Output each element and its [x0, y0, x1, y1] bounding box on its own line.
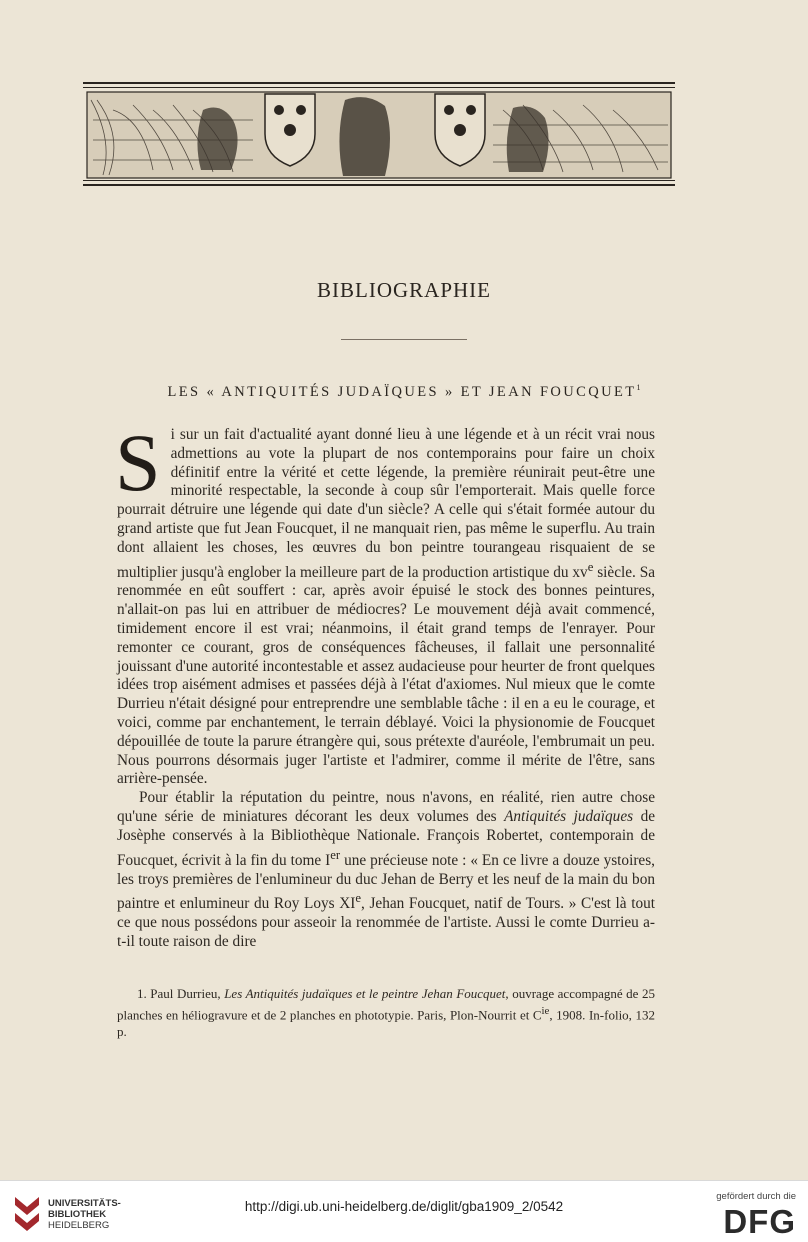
paragraph-2	[117, 789, 655, 952]
paragraph-2-text-b: de Josèphe conservés à la Bibliothèque Nationale. François Robertet, contemporain de Foucquet, écrivit à la fin du tome I	[117, 808, 656, 869]
paragraph-2-text-a: Pour établir la réputation du peintre, nous n'avons, en réalité, rien autre chose qu'une série de miniatures décorant les deux volumes des	[117, 789, 655, 826]
paragraph-1-rest: siècle. Sa renommée en eût souffert : car, après avoir épuisé le stock des bonnes peintures, n'allait-on pas lui en attribuer de médiocres? Le mouvement déjà avait commencé, timidement encore il est vrai; néanmoins, il était grand temps de l'enrayer. Pour remonter ce courant, gros de conséquences fâcheuses, il fallait une personnalité jouissant d'une autorité incontestable et assez audacieuse pour heurter de front quelques idées trop aisément admises et passées déjà à l'état d'axiomes. Nul mieux que le comte Durrieu n'était désigné pour entreprendre une semblable tâche : il en a eu le courage, et voici, comme par enchantement, le terrain déblayé. Voici la physionomie de Foucquet dépouillée de toute la parure étrangère qui, sous prétexte d'auréole, l'embrumait un peu. Nous pourrons désormais juger l'artiste et l'admirer, comme il mérite de l'être, sans arrière-pensée.	[117, 563, 655, 788]
library-name-line-2: BIBLIOTHEK	[48, 1209, 107, 1220]
footer-divider	[0, 1180, 808, 1181]
dfg-logo[interactable]: DFG	[723, 1203, 796, 1240]
library-name-line-3: HEIDELBERG	[48, 1220, 110, 1231]
permalink-url[interactable]: http://digi.ub.uni-heidelberg.de/diglit/gba1909_2/0542	[244, 1199, 564, 1214]
page-title: BIBLIOGRAPHIE	[317, 278, 491, 302]
footnote-superscript: ie	[541, 1004, 550, 1017]
article-title-footnote-marker: 1	[636, 383, 641, 392]
tome-superscript: er	[330, 847, 341, 862]
article-body	[115, 417, 656, 952]
library-name-line-1: UNIVERSITÄTS-	[48, 1198, 121, 1209]
drop-cap: S	[115, 417, 161, 508]
paragraph-2-text-c: une précieuse note : « En ce livre a douze ystoires, les troys premières de l'enlumineur du duc Jehan de Berry et les neuf de la main du bon paintre et enlumineur du Roy Loys XI	[117, 851, 655, 913]
article-title-text: LES « ANTIQUITÉS JUDAÏQUES » ET JEAN FOUCQUET	[167, 384, 637, 400]
decorative-header-engraving	[83, 80, 675, 190]
article-title	[0, 383, 808, 401]
roman-numeral-superscript: e	[355, 891, 362, 906]
footnote-details-end: , 1908. In-folio, 132 p.	[117, 1006, 655, 1039]
paragraph-1-text: i sur un fait d'actualité ayant donné lieu à une légende et à un récit vrai nous admettions au vote la plupart de nos contemporains pour faire un choix définitif entre la vérité et cette légende, la première réunirait peut-être une minorité respectable, la seconde à coup sûr l'emporterait. Mais quelle force pourrait détruire une légende qui date d'un siècle? A celle qui s'était formée autour du grand artiste que fut Jean Foucquet, il ne manquait rien, pas même le superflu. Au train dont allaient les choses, les œuvres du bon peintre tourangeau risquaient de se multiplier jusqu'à englober la meilleure part de la production artistique du xv	[117, 426, 655, 581]
footnote-author: Paul Durrieu,	[146, 986, 225, 1001]
footnote-number: 1.	[137, 986, 147, 1001]
paragraph-2-italic-title: Antiquités judaïques	[504, 808, 634, 826]
paragraph-2-text-d: , Jehan Foucquet, natif de Tours. » C'est là tout ce que nous possédons pour asseoir la renommée de l'artiste. Aussi le comte Durrieu a-t-il toute raison de dire	[117, 895, 655, 950]
footnote	[117, 986, 655, 1040]
footnote-work-title: Les Antiquités judaïques et le peintre Jehan Foucquet	[224, 986, 506, 1001]
footnote-details: , ouvrage accompagné de 25 planches en héliogravure et de 2 planches en phototypie. Paris, Plon-Nourrit et C	[117, 986, 655, 1022]
century-superscript: e	[587, 559, 594, 574]
funding-label: gefördert durch die	[716, 1191, 796, 1202]
title-divider	[341, 339, 467, 340]
paragraph-1	[115, 417, 655, 789]
